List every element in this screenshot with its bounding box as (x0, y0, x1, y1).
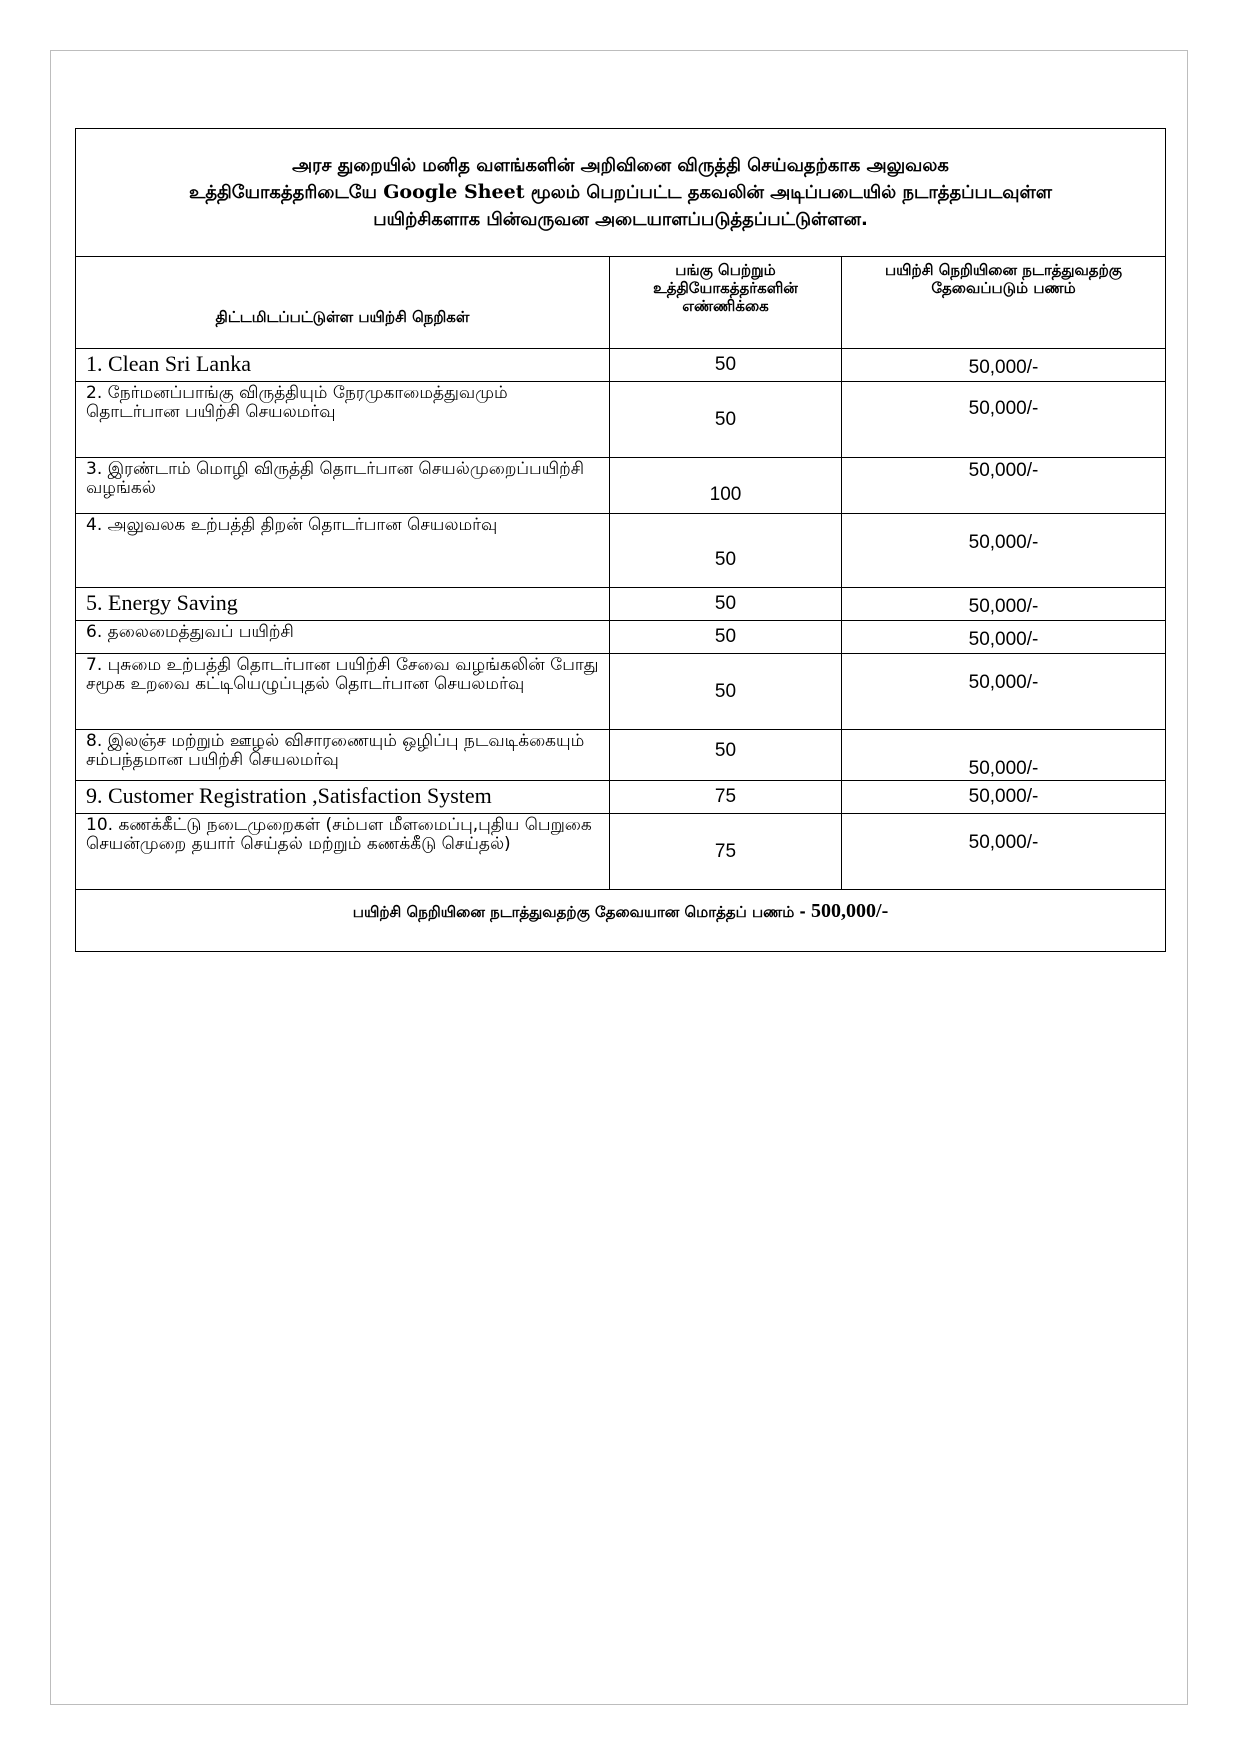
cost-cell: 50,000/- (842, 382, 1166, 458)
course-cell: 6. தலைமைத்துவப் பயிற்சி (76, 621, 610, 654)
title-row (76, 129, 1166, 257)
course-cell: 8. இலஞ்ச மற்றும் ஊழல் விசாரணையும் ஒழிப்பு நடவடிக்கையும் சம்பந்தமான பயிற்சி செயலமர்வு (76, 730, 610, 781)
header-course: திட்டமிடப்பட்டுள்ள பயிற்சி நெறிகள் (76, 257, 610, 349)
cost-cell: 50,000/- (842, 458, 1166, 514)
table-row (76, 730, 1166, 781)
course-cell: 7. புசுமை உற்பத்தி தொடர்பான பயிற்சி சேவை வழங்கலின் போது சமூக உறவை கட்டியெழுப்புதல் தொடர்பான செயலமர்வு (76, 654, 610, 730)
cost-cell: 50,000/- (842, 814, 1166, 890)
participants-cell: 50 (610, 382, 842, 458)
title-google-sheet: Google Sheet (383, 181, 525, 203)
table-row (76, 382, 1166, 458)
cost-cell: 50,000/- (842, 654, 1166, 730)
participants-cell: 50 (610, 730, 842, 781)
course-cell: 4. அலுவலக உற்பத்தி திறன் தொடர்பான செயலமர்வு (76, 514, 610, 588)
course-cell: 9. Customer Registration ,Satisfaction System (76, 781, 610, 814)
total-cell (76, 890, 1166, 952)
total-row (76, 890, 1166, 952)
participants-cell: 100 (610, 458, 842, 514)
cost-cell: 50,000/- (842, 349, 1166, 382)
table-row (76, 814, 1166, 890)
title-line-2-post: மூலம் பெறப்பட்ட தகவலின் அடிப்படையில் நடாத்தப்படவுள்ள (530, 182, 1052, 203)
title-line-2-pre: உத்தியோகத்தரிடையே (189, 182, 377, 203)
participants-cell: 75 (610, 781, 842, 814)
course-cell: 3. இரண்டாம் மொழி விருத்தி தொடர்பான செயல்முறைப்பயிற்சி வழங்கல் (76, 458, 610, 514)
table-row (76, 458, 1166, 514)
table-row (76, 588, 1166, 621)
course-cell: 1. Clean Sri Lanka (76, 349, 610, 382)
title-line-3: பயிற்சிகளாக பின்வருவன அடையாளப்படுத்தப்பட்டுள்ளன. (373, 209, 868, 230)
cost-cell: 50,000/- (842, 621, 1166, 654)
header-participants: பங்கு பெற்றும் உத்தியோகத்தர்களின் எண்ணிக்கை (610, 257, 842, 349)
total-amount: 500,000/- (811, 900, 889, 922)
participants-cell: 50 (610, 349, 842, 382)
title-line-1: அரச துறையில் மனித வளங்களின் அறிவினை விருத்தி செய்வதற்காக அலுவலக (292, 155, 949, 176)
course-cell: 5. Energy Saving (76, 588, 610, 621)
participants-cell: 75 (610, 814, 842, 890)
participants-cell: 50 (610, 514, 842, 588)
cost-cell: 50,000/- (842, 514, 1166, 588)
course-cell: 2. நேர்மனப்பாங்கு விருத்தியும் நேரமுகாமைத்துவமும் தொடர்பான பயிற்சி செயலமர்வு (76, 382, 610, 458)
table-row (76, 781, 1166, 814)
table-title (76, 129, 1166, 257)
cost-cell: 50,000/- (842, 730, 1166, 781)
training-table (75, 128, 1166, 952)
header-row (76, 257, 1166, 349)
header-cost: பயிற்சி நெறியினை நடாத்துவதற்கு தேவைப்படும் பணம் (842, 257, 1166, 349)
participants-cell: 50 (610, 588, 842, 621)
participants-cell: 50 (610, 621, 842, 654)
table-row (76, 514, 1166, 588)
table-row (76, 349, 1166, 382)
table-row (76, 621, 1166, 654)
cost-cell: 50,000/- (842, 588, 1166, 621)
title-line-2 (90, 179, 1151, 206)
cost-cell: 50,000/- (842, 781, 1166, 814)
total-label: பயிற்சி நெறியினை நடாத்துவதற்கு தேவையான மொத்தப் பணம் - (352, 903, 806, 921)
table-row (76, 654, 1166, 730)
participants-cell: 50 (610, 654, 842, 730)
course-cell: 10. கணக்கீட்டு நடைமுறைகள் (சம்பள மீளமைப்பு,புதிய பெறுகை செயன்முறை தயார் செய்தல் மற்றும் கணக்கீடு செய்தல்) (76, 814, 610, 890)
